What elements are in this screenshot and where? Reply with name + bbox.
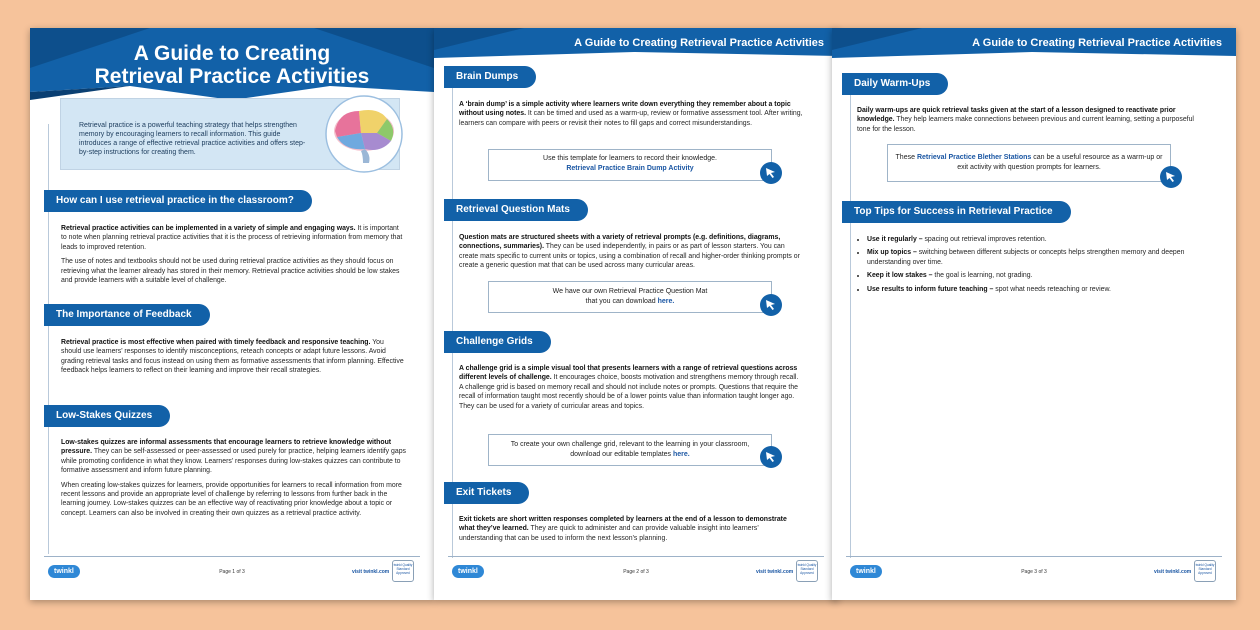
cursor-icon	[1160, 166, 1182, 188]
brain-dump-callout: Use this template for learners to record their knowledge. Retrieval Practice Brain Dump Activity	[488, 149, 772, 181]
heading-how-to-use: How can I use retrieval practice in the classroom?	[44, 190, 312, 212]
brain-dump-activity-link[interactable]: Retrieval Practice Brain Dump Activity	[566, 165, 694, 172]
section-question-mats-text: Question mats are structured sheets with a variety of retrieval prompts (e.g. definitions, diagrams, connections, summaries). They can be used independently, in pairs or as part of lesson starters. You can create mats specific to current units or topics, using a combination of recall and higher-order thinking prompts or create a generic question mat that can be used across many curricular areas.	[459, 234, 800, 270]
running-title: A Guide to Creating Retrieval Practice Activities	[972, 37, 1222, 49]
running-title: A Guide to Creating Retrieval Practice Activities	[574, 37, 824, 49]
brain-illustration	[321, 93, 407, 175]
heading-daily-warm-ups: Daily Warm-Ups	[842, 73, 948, 95]
heading-low-stakes-quizzes: Low-Stakes Quizzes	[44, 405, 170, 427]
page-number: Page 1 of 3	[219, 569, 245, 575]
cursor-icon	[760, 162, 782, 184]
heading-top-tips: Top Tips for Success in Retrieval Practice	[842, 201, 1071, 223]
list-item: • Use results to inform future teaching – spot what needs reteaching or review.	[867, 285, 1207, 294]
visit-link[interactable]: visit twinkl.com	[756, 569, 794, 575]
page-3	[832, 28, 1236, 600]
heading-question-mats: Retrieval Question Mats	[444, 199, 588, 221]
cursor-icon	[760, 294, 782, 316]
list-item: • Use it regularly – spacing out retrieval improves retention.	[867, 235, 1207, 244]
document-title: A Guide to Creating Retrieval Practice Activities	[94, 42, 370, 88]
question-mat-link[interactable]: here.	[657, 298, 675, 305]
challenge-grid-link[interactable]: here.	[673, 451, 690, 458]
section-how-to-use-text: Retrieval practice activities can be implemented in a variety of simple and engaging ways. It is important to note when planning retrieval practice activities that it is the process of retrieving information from memory that leads to improved retention. The use of notes and textbooks should not be used during retrieval practice activities as they should focus on retrieving what the learner already has stored in their memory. Retrieval practice activities should be low stakes and provide learners with a suitable level of challenge.	[61, 225, 403, 285]
heading-challenge-grids: Challenge Grids	[444, 331, 551, 353]
section-warm-ups-text: Daily warm-ups are quick retrieval tasks given at the start of a lesson designed to reactivate prior knowledge. They help learners make connections between previous and current learning, setting a purposeful tone for the lesson.	[857, 107, 1194, 133]
section-quizzes-text: Low-stakes quizzes are informal assessments that encourage learners to retrieve knowledge without pressure. They can be self-assessed or peer-assessed or used purely for practice, helping learners identify gaps while promoting confidence in what they know. Learners’ responses during low-stakes quizzes can contribute to formative assessment and inform future planning. When creating low-stakes quizzes for learners, provide opportunities for learners to recall information from more recent lessons and provide an appropriate level of challenge by referring to lessons from further back in the learning journey. Low-stakes quizzes can be an effective way of reactivating prior knowledge about a topic or concept. Learners can also be involved in creating their own quizzes as a retrieval practice activity.	[61, 439, 406, 517]
visit-link[interactable]: visit twinkl.com	[352, 569, 390, 575]
twinkl-logo[interactable]: twinkl	[452, 565, 484, 578]
list-item: • Mix up topics – switching between different subjects or concepts helps strengthen memory and deepen understanding over time.	[867, 248, 1207, 267]
section-challenge-grids-text: A challenge grid is a simple visual tool that presents learners with a range of retrieval questions across different levels of challenge. It encourages choice, boosts motivation and strengthens memory through recall. A challenge grid is based on memory recall and should not include notes or prompts. Questions that require the recall of information taught most recently should be of a lower points value than information taught longer ago. They can be used for a variety of curricular areas and topics.	[459, 365, 799, 410]
twinkl-logo[interactable]: twinkl	[48, 565, 80, 578]
quality-badge: twinkl Quality Standard Approved	[1194, 560, 1216, 582]
visit-link[interactable]: visit twinkl.com	[1154, 569, 1192, 575]
section-brain-dumps-text: A ‘brain dump’ is a simple activity where learners write down everything they remember about a topic without using notes. It can be timed and used as a warm-up, review or formative assessment tool. After writing, learners can compare with peers or revisit their notes to fill gaps and correct misunderstandings.	[459, 101, 803, 127]
heading-feedback: The Importance of Feedback	[44, 304, 210, 326]
challenge-grid-callout: To create your own challenge grid, relevant to the learning in your classroom, download our editable templates here.	[488, 434, 772, 466]
list-item: • Keep it low stakes – the goal is learning, not grading.	[867, 271, 1207, 280]
section-feedback-text: Retrieval practice is most effective when paired with timely feedback and responsive teaching. You should use learners’ responses to identify misconceptions, reteach concepts or adapt future lessons. Avoid grading retrieval tasks and focus instead on using them as formative assessments that inform planning. Effective feedback helps learners to reflect on their learning and improve their recall strategies.	[61, 339, 404, 375]
question-mat-callout: We have our own Retrieval Practice Question Mat that you can download here.	[488, 281, 772, 313]
page-2	[434, 28, 838, 600]
intro-box	[60, 98, 400, 170]
blether-stations-link[interactable]: Retrieval Practice Blether Stations	[916, 154, 1032, 161]
intro-text: Retrieval practice is a powerful teaching strategy that helps strengthen memory by encouraging learners to recall information. This guide introduces a range of effective retrieval practice activities and offers step-by-step instructions for creating them.	[79, 122, 306, 156]
blether-stations-callout: These Retrieval Practice Blether Stations can be a useful resource as a warm-up or exit activity with question prompts for learners.	[887, 144, 1171, 182]
twinkl-logo[interactable]: twinkl	[850, 565, 882, 578]
quality-badge: twinkl Quality Standard Approved	[392, 560, 414, 582]
heading-exit-tickets: Exit Tickets	[444, 482, 529, 504]
page-number: Page 3 of 3	[1021, 569, 1047, 575]
quality-badge: twinkl Quality Standard Approved	[796, 560, 818, 582]
page-1	[30, 28, 434, 600]
section-exit-tickets-text: Exit tickets are short written responses completed by learners at the end of a lesson to demonstrate what they’ve learned. They are quick to administer and can provide valuable insight into learners’ understanding that can be used to inform the next lesson’s planning.	[459, 516, 787, 542]
cursor-icon	[760, 446, 782, 468]
page-number: Page 2 of 3	[623, 569, 649, 575]
heading-brain-dumps: Brain Dumps	[444, 66, 536, 88]
top-tips-list	[857, 235, 1207, 298]
